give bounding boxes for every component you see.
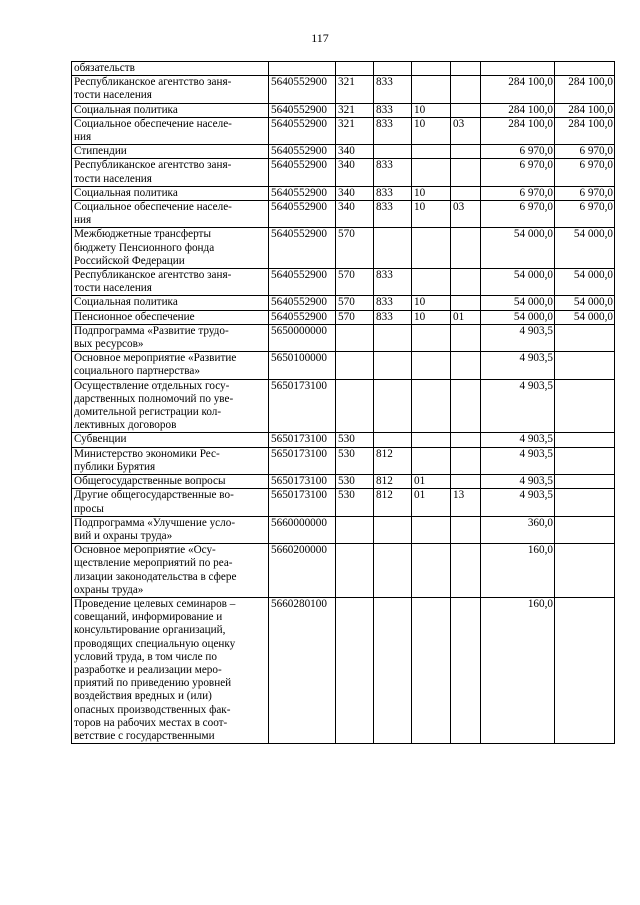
- cell-name: Межбюджетные трансферты бюджету Пенсионного фонда Российской Федерации: [72, 228, 269, 269]
- cell-section: [412, 228, 451, 269]
- cell-amount-1: 284 100,0: [481, 103, 555, 117]
- cell-expense-type: [336, 597, 374, 743]
- cell-amount-2: [555, 489, 615, 516]
- cell-amount-2: [555, 544, 615, 598]
- table-row: [72, 489, 615, 516]
- cell-section: [412, 324, 451, 351]
- cell-section: [412, 447, 451, 474]
- cell-amount-1: 4 903,5: [481, 433, 555, 447]
- cell-section: 10: [412, 186, 451, 200]
- cell-amount-1: 54 000,0: [481, 269, 555, 296]
- cell-subsection: [451, 379, 481, 433]
- cell-amount-1: 360,0: [481, 516, 555, 543]
- cell-section: 01: [412, 489, 451, 516]
- cell-code: 5650173100: [269, 447, 336, 474]
- cell-amount-2: [555, 447, 615, 474]
- cell-subsection: [451, 516, 481, 543]
- cell-amount-1: 54 000,0: [481, 296, 555, 310]
- cell-amount-2: 6 970,0: [555, 145, 615, 159]
- cell-subsection: 01: [451, 310, 481, 324]
- cell-department: 812: [374, 447, 412, 474]
- cell-name: Социальная политика: [72, 296, 269, 310]
- cell-code: 5640552900: [269, 228, 336, 269]
- cell-amount-1: 284 100,0: [481, 117, 555, 144]
- cell-code: 5660280100: [269, 597, 336, 743]
- cell-section: 01: [412, 475, 451, 489]
- table-row: [72, 310, 615, 324]
- cell-expense-type: 340: [336, 159, 374, 186]
- table-row: [72, 352, 615, 379]
- cell-section: [412, 516, 451, 543]
- cell-name: Субвенции: [72, 433, 269, 447]
- cell-amount-1: 160,0: [481, 597, 555, 743]
- table-row: [72, 228, 615, 269]
- cell-section: [412, 597, 451, 743]
- cell-subsection: 03: [451, 117, 481, 144]
- cell-section: [412, 159, 451, 186]
- cell-code: 5650000000: [269, 324, 336, 351]
- cell-name: Стипендии: [72, 145, 269, 159]
- cell-name: Социальное обеспечение населе- ния: [72, 117, 269, 144]
- cell-department: [374, 352, 412, 379]
- cell-subsection: [451, 186, 481, 200]
- cell-subsection: [451, 159, 481, 186]
- cell-name: Республиканское агентство заня- тости населения: [72, 76, 269, 103]
- cell-code: [269, 62, 336, 76]
- table-row: [72, 516, 615, 543]
- cell-amount-2: 6 970,0: [555, 186, 615, 200]
- cell-subsection: [451, 103, 481, 117]
- cell-subsection: [451, 475, 481, 489]
- cell-expense-type: 530: [336, 475, 374, 489]
- cell-subsection: [451, 228, 481, 269]
- cell-subsection: [451, 269, 481, 296]
- cell-amount-2: 6 970,0: [555, 201, 615, 228]
- cell-amount-2: 284 100,0: [555, 117, 615, 144]
- cell-amount-1: 54 000,0: [481, 228, 555, 269]
- table-row: [72, 296, 615, 310]
- cell-amount-1: 4 903,5: [481, 379, 555, 433]
- cell-code: 5640552900: [269, 201, 336, 228]
- cell-expense-type: 321: [336, 76, 374, 103]
- cell-section: 10: [412, 201, 451, 228]
- cell-subsection: [451, 62, 481, 76]
- cell-department: [374, 145, 412, 159]
- cell-department: [374, 597, 412, 743]
- cell-department: [374, 433, 412, 447]
- cell-amount-2: [555, 324, 615, 351]
- cell-section: [412, 269, 451, 296]
- cell-name: обязательств: [72, 62, 269, 76]
- cell-amount-1: 4 903,5: [481, 352, 555, 379]
- cell-department: 833: [374, 310, 412, 324]
- cell-amount-1: 4 903,5: [481, 324, 555, 351]
- cell-section: [412, 76, 451, 103]
- cell-name: Подпрограмма «Улучшение усло- вий и охраны труда»: [72, 516, 269, 543]
- cell-name: Пенсионное обеспечение: [72, 310, 269, 324]
- budget-table-body: [72, 62, 615, 744]
- cell-name: Социальная политика: [72, 186, 269, 200]
- cell-code: 5660000000: [269, 516, 336, 543]
- cell-name: Другие общегосударственные во- просы: [72, 489, 269, 516]
- cell-department: 833: [374, 76, 412, 103]
- cell-department: [374, 516, 412, 543]
- table-row: [72, 475, 615, 489]
- cell-department: 833: [374, 269, 412, 296]
- page-number: 117: [311, 31, 329, 45]
- cell-department: 812: [374, 489, 412, 516]
- cell-expense-type: 530: [336, 433, 374, 447]
- cell-expense-type: [336, 544, 374, 598]
- table-row: [72, 324, 615, 351]
- cell-amount-2: 54 000,0: [555, 310, 615, 324]
- cell-amount-2: [555, 62, 615, 76]
- cell-amount-2: 54 000,0: [555, 228, 615, 269]
- cell-code: 5640552900: [269, 296, 336, 310]
- cell-name: Основное мероприятие «Развитие социального партнерства»: [72, 352, 269, 379]
- cell-subsection: [451, 352, 481, 379]
- cell-department: 833: [374, 117, 412, 144]
- cell-section: 10: [412, 103, 451, 117]
- cell-subsection: [451, 433, 481, 447]
- cell-code: 5650173100: [269, 433, 336, 447]
- cell-department: [374, 228, 412, 269]
- cell-expense-type: 570: [336, 296, 374, 310]
- cell-code: 5640552900: [269, 117, 336, 144]
- cell-code: 5640552900: [269, 76, 336, 103]
- table-row: [72, 159, 615, 186]
- cell-name: Общегосударственные вопросы: [72, 475, 269, 489]
- cell-amount-2: [555, 475, 615, 489]
- cell-code: 5660200000: [269, 544, 336, 598]
- cell-name: Проведение целевых семинаров – совещаний, информирование и консультирование организаций, проводящих специальную оценку условий труда, в том числе по разработке и реализации меро- приятий по приведению уровней воздействия вредных и (или) опасных производственных фак- торов на рабочих местах в соот- ветствие с государственными: [72, 597, 269, 743]
- cell-name: Министерство экономики Рес- публики Бурятия: [72, 447, 269, 474]
- cell-code: 5650173100: [269, 475, 336, 489]
- cell-department: 833: [374, 159, 412, 186]
- cell-expense-type: [336, 379, 374, 433]
- budget-table: [71, 61, 615, 744]
- cell-code: 5640552900: [269, 103, 336, 117]
- cell-subsection: [451, 447, 481, 474]
- cell-name: Республиканское агентство заня- тости населения: [72, 159, 269, 186]
- cell-subsection: [451, 544, 481, 598]
- cell-amount-2: 54 000,0: [555, 269, 615, 296]
- cell-expense-type: 321: [336, 103, 374, 117]
- cell-code: 5650173100: [269, 489, 336, 516]
- cell-section: 10: [412, 296, 451, 310]
- cell-amount-1: 6 970,0: [481, 159, 555, 186]
- cell-amount-1: 160,0: [481, 544, 555, 598]
- cell-amount-1: 6 970,0: [481, 186, 555, 200]
- cell-subsection: [451, 324, 481, 351]
- cell-amount-2: [555, 516, 615, 543]
- cell-expense-type: [336, 324, 374, 351]
- cell-section: [412, 544, 451, 598]
- cell-code: 5650100000: [269, 352, 336, 379]
- cell-code: 5640552900: [269, 310, 336, 324]
- cell-code: 5650173100: [269, 379, 336, 433]
- cell-code: 5640552900: [269, 159, 336, 186]
- cell-expense-type: 340: [336, 186, 374, 200]
- cell-section: [412, 352, 451, 379]
- cell-amount-1: 4 903,5: [481, 447, 555, 474]
- cell-subsection: [451, 76, 481, 103]
- cell-amount-2: 284 100,0: [555, 76, 615, 103]
- cell-name: Осуществление отдельных госу- дарственных полномочий по уве- домительной регистрации кол- лективных договоров: [72, 379, 269, 433]
- cell-department: 833: [374, 296, 412, 310]
- cell-name: Республиканское агентство заня- тости населения: [72, 269, 269, 296]
- cell-section: [412, 379, 451, 433]
- table-row: [72, 447, 615, 474]
- table-row: [72, 544, 615, 598]
- cell-department: [374, 379, 412, 433]
- cell-department: [374, 544, 412, 598]
- cell-section: [412, 62, 451, 76]
- table-row: [72, 433, 615, 447]
- cell-code: 5640552900: [269, 186, 336, 200]
- cell-department: [374, 62, 412, 76]
- cell-amount-1: [481, 62, 555, 76]
- cell-department: 833: [374, 186, 412, 200]
- cell-department: 833: [374, 201, 412, 228]
- table-row: [72, 379, 615, 433]
- cell-department: 833: [374, 103, 412, 117]
- cell-name: Основное мероприятие «Осу- ществление мероприятий по реа- лизации законодательства в сфере охраны труда»: [72, 544, 269, 598]
- cell-amount-1: 4 903,5: [481, 475, 555, 489]
- cell-code: 5640552900: [269, 269, 336, 296]
- cell-amount-1: 4 903,5: [481, 489, 555, 516]
- cell-department: 812: [374, 475, 412, 489]
- cell-code: 5640552900: [269, 145, 336, 159]
- cell-section: [412, 433, 451, 447]
- table-row: [72, 145, 615, 159]
- cell-expense-type: 570: [336, 310, 374, 324]
- cell-amount-1: 54 000,0: [481, 310, 555, 324]
- cell-amount-2: [555, 379, 615, 433]
- table-row: [72, 117, 615, 144]
- cell-expense-type: 321: [336, 117, 374, 144]
- cell-name: Социальное обеспечение населе- ния: [72, 201, 269, 228]
- cell-amount-2: 54 000,0: [555, 296, 615, 310]
- cell-amount-2: 284 100,0: [555, 103, 615, 117]
- cell-subsection: 03: [451, 201, 481, 228]
- cell-amount-1: 284 100,0: [481, 76, 555, 103]
- table-row: [72, 103, 615, 117]
- cell-expense-type: 340: [336, 201, 374, 228]
- cell-amount-2: [555, 352, 615, 379]
- cell-amount-1: 6 970,0: [481, 201, 555, 228]
- cell-amount-2: [555, 597, 615, 743]
- cell-expense-type: 570: [336, 228, 374, 269]
- cell-section: 10: [412, 117, 451, 144]
- table-row: [72, 62, 615, 76]
- table-row: [72, 186, 615, 200]
- cell-department: [374, 324, 412, 351]
- table-row: [72, 76, 615, 103]
- cell-name: Подпрограмма «Развитие трудо- вых ресурсов»: [72, 324, 269, 351]
- cell-section: 10: [412, 310, 451, 324]
- cell-expense-type: 530: [336, 489, 374, 516]
- cell-name: Социальная политика: [72, 103, 269, 117]
- table-row: [72, 201, 615, 228]
- cell-subsection: [451, 296, 481, 310]
- cell-amount-1: 6 970,0: [481, 145, 555, 159]
- cell-expense-type: 530: [336, 447, 374, 474]
- cell-expense-type: [336, 352, 374, 379]
- cell-expense-type: [336, 516, 374, 543]
- cell-amount-2: 6 970,0: [555, 159, 615, 186]
- cell-subsection: 13: [451, 489, 481, 516]
- table-row: [72, 269, 615, 296]
- cell-subsection: [451, 597, 481, 743]
- cell-amount-2: [555, 433, 615, 447]
- cell-section: [412, 145, 451, 159]
- cell-expense-type: [336, 62, 374, 76]
- cell-expense-type: 340: [336, 145, 374, 159]
- cell-expense-type: 570: [336, 269, 374, 296]
- cell-subsection: [451, 145, 481, 159]
- table-row: [72, 597, 615, 743]
